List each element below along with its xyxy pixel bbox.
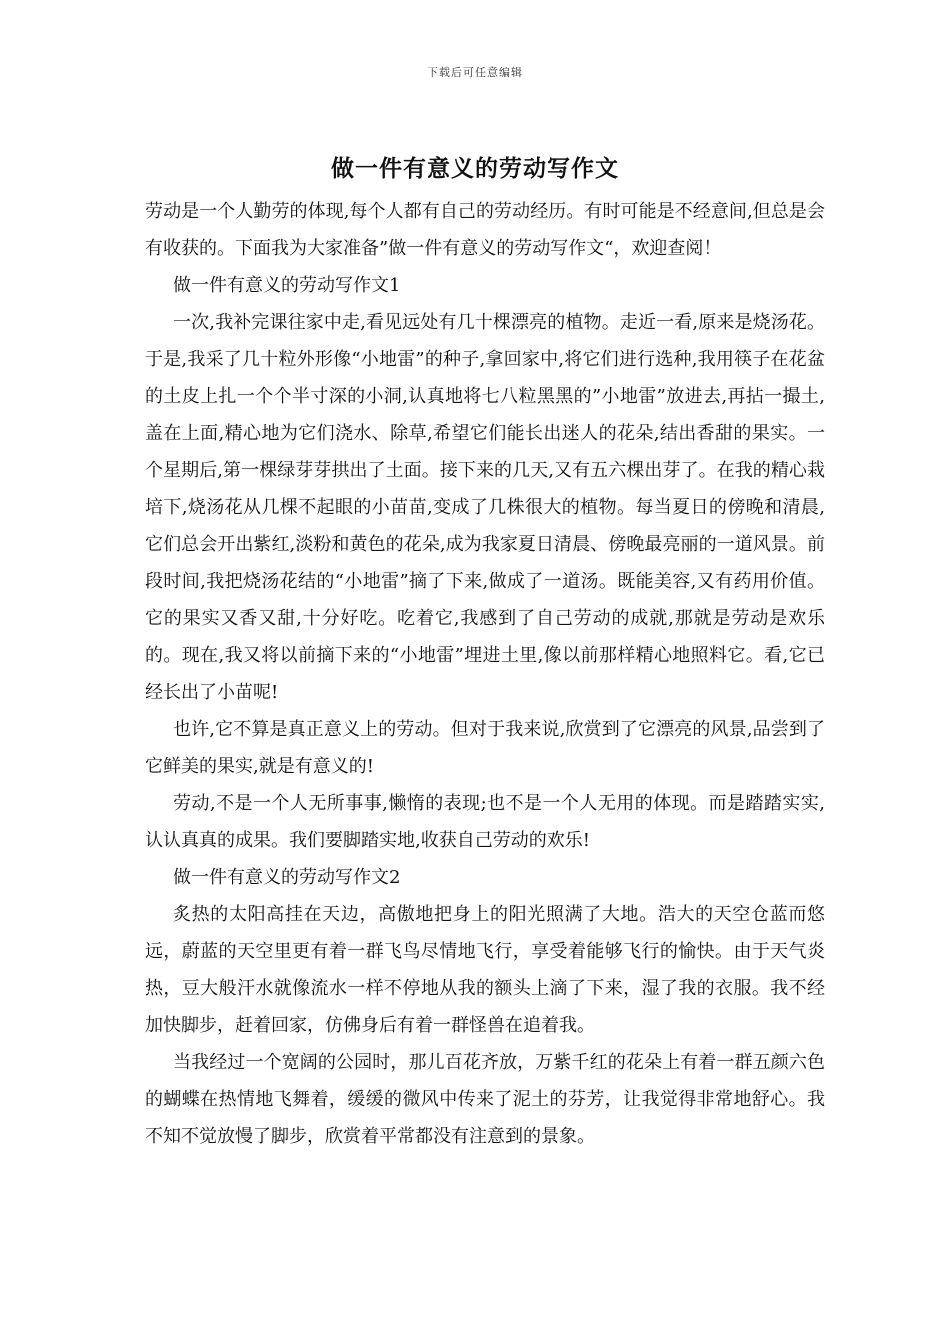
essay-1-paragraph-3: 劳动,不是一个人无所事事,懒惰的表现;也不是一个人无用的体现。而是踏踏实实,认认真真的成果。我们要脚踏实地,收获自己劳动的欢乐! [145,793,825,851]
document-title: 做一件有意义的劳动写作文 [331,155,619,182]
intro-paragraph: 劳动是一个人勤劳的体现,每个人都有自己的劳动经历。有时可能是不经意间,但总是会有收获的。下面我为大家准备”做一件有意义的劳动写作文“，欢迎查阅！ [145,201,825,259]
essay-2-paragraph-1: 炙热的太阳高挂在天边，高傲地把身上的阳光照满了大地。浩大的天空仓蓝而悠远，蔚蓝的天空里更有着一群飞鸟尽情地飞行，享受着能够飞行的愉快。由于天气炎热，豆大般汗水就像流水一样不停地从我的额头上滴了下来，湿了我的衣服。我不经加快脚步，赶着回家，仿佛身后有着一群怪兽在追着我。 [145,904,825,1036]
essay-2-paragraph-2: 当我经过一个宽阔的公园时，那儿百花齐放，万紫千红的花朵上有着一群五颜六色的蝴蝶在热情地飞舞着，缓缓的微风中传来了泥土的芬芳，让我觉得非常地舒心。我不知不觉放慢了脚步，欣赏着平常都没有注意到的景象。 [145,1052,825,1147]
document-body [145,193,825,1155]
header-note: 下载后可任意编辑 [427,66,523,79]
essay-1-paragraph-1: 一次,我补完课往家中走,看见远处有几十棵漂亮的植物。走近一看,原来是烧汤花。于是,我采了几十粒外形像“小地雷”的种子,拿回家中,将它们进行选种,我用筷子在花盆的土皮上扎一个个半寸深的小洞,认真地将七八粒黑黑的”小地雷”放进去,再拈一撮土,盖在上面,精心地为它们浇水、除草,希望它们能长出迷人的花朵,结出香甜的果实。一个星期后,第一棵绿芽芽拱出了土面。接下来的几天,又有五六棵出芽了。在我的精心栽培下,烧汤花从几棵不起眼的小苗苗,变成了几株很大的植物。每当夏日的傍晚和清晨,它们总会开出紫红,淡粉和黄色的花朵,成为我家夏日清晨、傍晚最亮丽的一道风景。前段时间,我把烧汤花结的“小地雷”摘了下来,做成了一道汤。既能美容,又有药用价值。它的果实又香又甜,十分好吃。吃着它,我感到了自己劳动的成就,那就是劳动是欢乐的。现在,我又将以前摘下来的“小地雷”埋进土里,像以前那样精心地照料它。看,它已经长出了小苗呢! [145,312,825,703]
essay-1-heading: 做一件有意义的劳动写作文1 [173,275,401,296]
essay-1-paragraph-2: 也许,它不算是真正意义上的劳动。但对于我来说,欣赏到了它漂亮的风景,品尝到了它鲜美的果实,就是有意义的! [145,719,825,777]
essay-2-heading: 做一件有意义的劳动写作文2 [173,867,401,888]
